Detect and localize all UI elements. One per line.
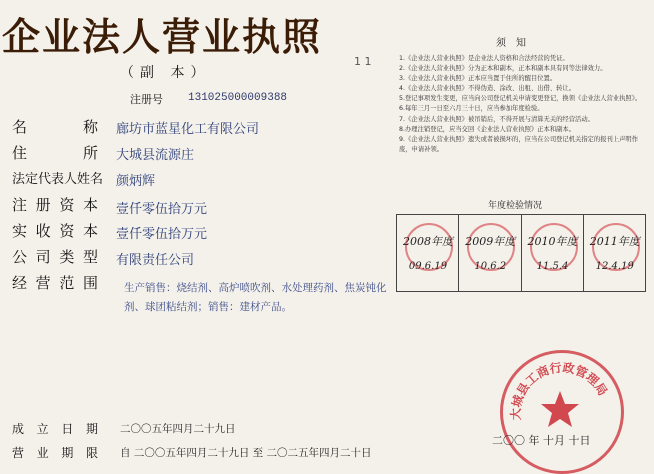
label-char: 围 (82, 274, 98, 292)
annual-inspection-cell (522, 215, 584, 291)
label-char: 立 (36, 422, 49, 436)
field-value-paid-capital: 壹仟零伍拾万元 (116, 227, 208, 242)
label-char: 经 (12, 274, 28, 292)
svg-text:大城县工商行政管理局 (508, 360, 610, 421)
inspection-date: 10.6.2 (474, 261, 507, 272)
field-label-business-scope (12, 272, 98, 293)
notice-item: 3.《企业法人营业执照》正本应当置于住所的醒目位置。 (399, 75, 557, 83)
label-char: 期 (61, 446, 74, 460)
date-value-established: 二〇〇五年四月二十九日 (120, 423, 236, 435)
field-label-legal-rep: 法定代表人姓名 (12, 172, 104, 187)
field-label-company-type (12, 246, 98, 267)
field-label-paid-capital (12, 220, 98, 241)
label-char: 型 (82, 248, 98, 266)
date-value-term: 自 二〇〇五年四月二十九日 至 二〇二五年四月二十日 (120, 447, 372, 459)
label-char: 成 (12, 422, 25, 436)
field-value-company-type: 有限责任公司 (116, 253, 195, 268)
date-label-established (12, 420, 98, 437)
field-value-address: 大城县流源庄 (116, 148, 195, 163)
license-title: 企业法人营业执照 (2, 15, 323, 59)
label-char: 实 (12, 222, 28, 240)
registration-number: 131025000009388 (188, 92, 288, 104)
notice-item: 1.《企业法人营业执照》是企业法人资格和合法经营的凭证。 (399, 55, 569, 62)
label-char: 期 (85, 422, 98, 436)
inspection-year: 2008年度 (403, 235, 453, 248)
label-char: 收 (35, 222, 51, 240)
label-char: 营 (12, 446, 25, 460)
label-char: 本 (82, 222, 98, 240)
notice-item: 5.登记事项发生变更，应当向公司登记机关申请变更登记，换领《企业法人营业执照》。 (399, 95, 642, 103)
notice-item: 7.《企业法人营业执照》被吊销后，不得开展与清算无关的经营活动。 (399, 115, 594, 123)
notice-list (399, 54, 645, 155)
annual-inspection-grid (396, 214, 646, 292)
seal-text-ring (503, 353, 621, 471)
label-char: 住 (12, 144, 28, 162)
notice-item: 4.《企业法人营业执照》不得伪造、涂改、出租、出借、转让。 (399, 85, 576, 93)
copy-label: （副 本） (120, 65, 211, 81)
notice-title: 须知 (496, 38, 536, 49)
annual-inspection-cell (397, 215, 459, 291)
label-char: 公 (12, 248, 28, 266)
notice-item: 6.每年三月一日至六月三十日，应当参加年度检验。 (399, 105, 544, 113)
field-value-legal-rep: 颜炳辉 (116, 174, 156, 189)
label-char: 本 (82, 196, 98, 214)
inspection-date: 11.5.4 (536, 261, 569, 272)
field-label-name (12, 116, 98, 137)
registration-number-label: 注册号 (130, 93, 163, 106)
label-char: 类 (59, 248, 75, 266)
inspection-year: 2010年度 (527, 235, 578, 248)
label-char: 册 (35, 196, 51, 214)
field-label-address (12, 142, 98, 163)
field-value-business-scope: 生产销售：烧结剂、高炉喷吹剂、水处理药剂、焦炭钝化剂、球团粘结剂；销售：建材产品。 (124, 282, 387, 313)
field-value-name: 廊坊市蓝星化工有限公司 (116, 122, 260, 137)
annual-inspection-cell (459, 215, 521, 291)
notice-item: 8.办理注销登记，应当交回《企业法人营业执照》正本和副本。 (399, 125, 576, 133)
annual-inspection-title: 年度检验情况 (488, 201, 543, 211)
label-char: 日 (61, 422, 74, 436)
inspection-year: 2011年度 (589, 235, 640, 248)
issue-date: 二〇〇 年 十月 十日 (492, 434, 591, 447)
field-label-registered-capital (12, 194, 98, 215)
inspection-year: 2009年度 (465, 235, 516, 248)
label-char: 业 (36, 446, 49, 460)
label-char: 范 (59, 274, 75, 292)
label-char: 资 (59, 222, 75, 240)
label-char: 称 (82, 118, 98, 136)
label-char: 名 (12, 118, 28, 136)
date-label-term (12, 444, 98, 461)
label-char: 营 (35, 274, 51, 292)
label-char: 资 (59, 196, 75, 214)
inspection-date: 12.4.19 (595, 261, 634, 272)
notice-item: 9.《企业法人营业执照》遗失或者被损坏的，应当在公司登记机关指定的报刊上声明作废，申请补领。 (399, 135, 638, 153)
label-char: 限 (85, 446, 98, 460)
seal-text: 大城县工商行政管理局 (508, 360, 610, 421)
inspection-date: 09.6.19 (408, 261, 448, 272)
label-char: 所 (82, 144, 98, 162)
page-mark: 1 1 (354, 55, 372, 68)
official-seal-icon (500, 350, 624, 474)
field-value-registered-capital: 壹仟零伍拾万元 (116, 202, 208, 217)
annual-inspection-cell (584, 215, 645, 291)
label-char: 司 (35, 248, 51, 266)
notice-item: 2.《企业法人营业执照》分为正本和副本，正本和副本具有同等法律效力。 (399, 65, 607, 73)
label-char: 注 (12, 196, 28, 214)
